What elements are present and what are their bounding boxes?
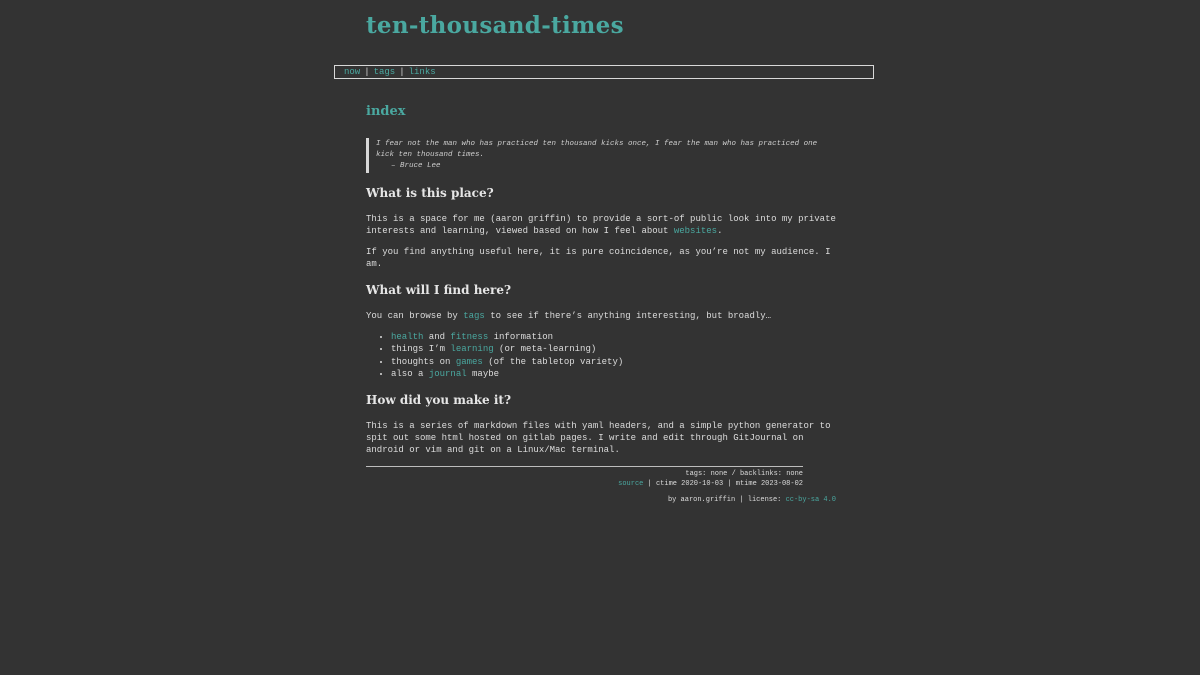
paragraph-text: . (717, 226, 723, 236)
quote-text: I fear not the man who has practiced ten thousand kicks once, I fear the man who has practiced one kick ten thousand times. (376, 140, 818, 159)
list-item (391, 331, 836, 343)
nav-link-tags[interactable]: tags (373, 67, 396, 77)
footer (366, 496, 836, 505)
link-games[interactable]: games (455, 356, 483, 367)
meta-times-text: | ctime 2020-10-03 | mtime 2023-08-02 (643, 479, 803, 488)
link-learning[interactable]: learning (450, 344, 494, 355)
top-navigation (334, 65, 874, 79)
paragraph-browse (366, 310, 836, 322)
link-journal[interactable]: journal (428, 368, 467, 379)
section-heading-what: What is this place? (366, 186, 494, 200)
main-content (366, 100, 836, 505)
list-item (391, 343, 836, 355)
paragraph-about (366, 213, 836, 237)
list-item-text: thoughts on (391, 356, 456, 367)
list-item-text: maybe (466, 368, 500, 379)
paragraph-audience: If you find anything useful here, it is pure coincidence, as you’re not my audience. I am. (366, 247, 831, 269)
meta-tags-backlinks: tags: none / backlinks: none (685, 470, 803, 479)
nav-separator: | (364, 67, 370, 77)
list-item-text: things I’m (391, 344, 451, 355)
page-title: index (366, 104, 406, 119)
section-heading-how: How did you make it? (366, 393, 511, 408)
paragraph-text: You can browse by (366, 311, 464, 321)
meta-times (366, 480, 803, 490)
list-item (391, 356, 836, 368)
list-item-text: and (423, 332, 451, 342)
quote-block (366, 138, 826, 173)
link-source[interactable]: source (618, 479, 644, 488)
link-websites[interactable]: websites (673, 226, 718, 236)
site-title[interactable]: ten-thousand-times (366, 12, 624, 39)
quote-author: – Bruce Lee (391, 162, 441, 170)
link-health[interactable]: health (391, 332, 424, 342)
paragraph-text: to see if there’s anything interesting, but broadly… (484, 311, 772, 321)
topics-list (366, 331, 836, 380)
section-heading-find: What will I find here? (366, 283, 512, 297)
nav-separator: | (399, 67, 405, 77)
list-item-text: (or meta-learning) (493, 344, 597, 355)
link-fitness[interactable]: fitness (450, 332, 489, 342)
paragraph-text: This is a space for me (aaron griffin) to provide a sort-of public look into my private interests and learning, viewed based on how I feel about (366, 214, 836, 236)
page-meta (366, 470, 803, 489)
paragraph-how: This is a series of markdown files with yaml headers, and a simple python generator to spit out some html hosted on gitlab pages. I write and edit through GitJournal on android or vim and git on a Linux/Mac terminal. (366, 421, 831, 456)
footer-author: by aaron.griffin | license: (667, 496, 786, 505)
list-item-text: information (488, 332, 554, 342)
link-tags[interactable]: tags (463, 311, 485, 321)
divider (366, 466, 803, 467)
list-item-text: (of the tabletop variety) (482, 356, 624, 367)
link-license[interactable]: cc-by-sa 4.0 (785, 496, 836, 505)
nav-link-now[interactable]: now (344, 67, 361, 77)
list-item (391, 368, 836, 380)
nav-link-links[interactable]: links (408, 67, 436, 77)
list-item-text: also a (391, 368, 429, 379)
